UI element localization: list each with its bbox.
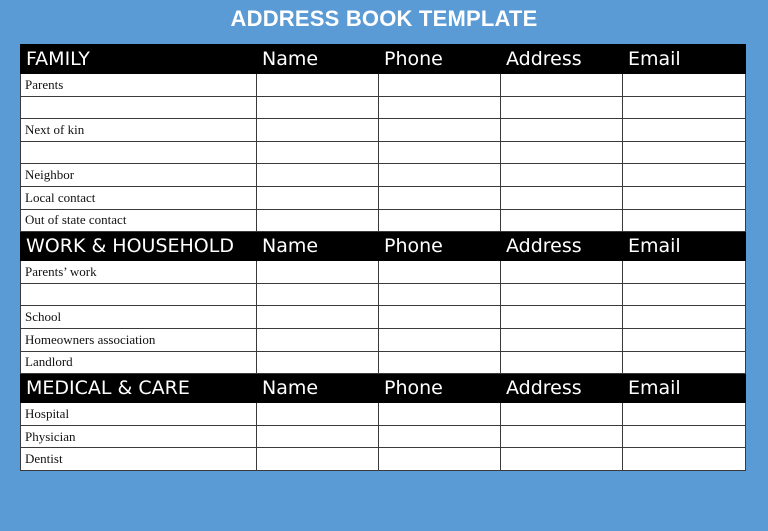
table-row — [21, 186, 746, 209]
section-header-row — [21, 232, 746, 261]
name-cell[interactable] — [257, 186, 379, 209]
row-label: School — [21, 306, 257, 329]
email-cell[interactable] — [623, 283, 746, 306]
email-cell[interactable] — [623, 425, 746, 448]
row-label — [21, 283, 257, 306]
name-cell[interactable] — [257, 448, 379, 471]
name-cell[interactable] — [257, 306, 379, 329]
row-label: Local contact — [21, 186, 257, 209]
address-cell[interactable] — [501, 261, 623, 284]
section-heading: MEDICAL & CARE — [21, 374, 257, 403]
name-cell[interactable] — [257, 209, 379, 232]
address-cell[interactable] — [501, 119, 623, 142]
email-cell[interactable] — [623, 351, 746, 374]
column-header-phone: Phone — [379, 374, 501, 403]
email-cell[interactable] — [623, 261, 746, 284]
column-header-name: Name — [257, 45, 379, 74]
address-cell[interactable] — [501, 351, 623, 374]
name-cell[interactable] — [257, 425, 379, 448]
address-cell[interactable] — [501, 74, 623, 97]
column-header-email: Email — [623, 232, 746, 261]
email-cell[interactable] — [623, 328, 746, 351]
email-cell[interactable] — [623, 448, 746, 471]
address-cell[interactable] — [501, 448, 623, 471]
column-header-address: Address — [501, 232, 623, 261]
row-label: Neighbor — [21, 164, 257, 187]
phone-cell[interactable] — [379, 283, 501, 306]
email-cell[interactable] — [623, 186, 746, 209]
address-cell[interactable] — [501, 209, 623, 232]
phone-cell[interactable] — [379, 306, 501, 329]
column-header-phone: Phone — [379, 232, 501, 261]
section-heading: WORK & HOUSEHOLD — [21, 232, 257, 261]
table-row — [21, 164, 746, 187]
address-cell[interactable] — [501, 164, 623, 187]
row-label: Next of kin — [21, 119, 257, 142]
phone-cell[interactable] — [379, 261, 501, 284]
table-row — [21, 306, 746, 329]
name-cell[interactable] — [257, 96, 379, 119]
row-label: Dentist — [21, 448, 257, 471]
phone-cell[interactable] — [379, 425, 501, 448]
name-cell[interactable] — [257, 119, 379, 142]
table-row — [21, 74, 746, 97]
address-book-table — [20, 44, 746, 471]
row-label: Physician — [21, 425, 257, 448]
name-cell[interactable] — [257, 164, 379, 187]
table-row — [21, 141, 746, 164]
table-row — [21, 209, 746, 232]
phone-cell[interactable] — [379, 74, 501, 97]
page-title: ADDRESS BOOK TEMPLATE — [230, 6, 538, 31]
row-label: Parents — [21, 74, 257, 97]
email-cell[interactable] — [623, 164, 746, 187]
table-row — [21, 351, 746, 374]
name-cell[interactable] — [257, 403, 379, 426]
table-row — [21, 425, 746, 448]
row-label: Homeowners association — [21, 328, 257, 351]
row-label: Parents’ work — [21, 261, 257, 284]
address-cell[interactable] — [501, 96, 623, 119]
phone-cell[interactable] — [379, 96, 501, 119]
address-cell[interactable] — [501, 283, 623, 306]
email-cell[interactable] — [623, 74, 746, 97]
email-cell[interactable] — [623, 403, 746, 426]
row-label: Hospital — [21, 403, 257, 426]
table-row — [21, 283, 746, 306]
phone-cell[interactable] — [379, 186, 501, 209]
row-label: Out of state contact — [21, 209, 257, 232]
email-cell[interactable] — [623, 306, 746, 329]
table-row — [21, 448, 746, 471]
name-cell[interactable] — [257, 261, 379, 284]
table-row — [21, 119, 746, 142]
column-header-address: Address — [501, 374, 623, 403]
address-cell[interactable] — [501, 425, 623, 448]
column-header-email: Email — [623, 374, 746, 403]
phone-cell[interactable] — [379, 141, 501, 164]
email-cell[interactable] — [623, 119, 746, 142]
name-cell[interactable] — [257, 283, 379, 306]
row-label: Landlord — [21, 351, 257, 374]
phone-cell[interactable] — [379, 448, 501, 471]
phone-cell[interactable] — [379, 119, 501, 142]
phone-cell[interactable] — [379, 351, 501, 374]
address-cell[interactable] — [501, 306, 623, 329]
phone-cell[interactable] — [379, 403, 501, 426]
table-row — [21, 403, 746, 426]
row-label — [21, 141, 257, 164]
email-cell[interactable] — [623, 141, 746, 164]
column-header-name: Name — [257, 232, 379, 261]
phone-cell[interactable] — [379, 209, 501, 232]
name-cell[interactable] — [257, 141, 379, 164]
email-cell[interactable] — [623, 96, 746, 119]
address-cell[interactable] — [501, 328, 623, 351]
name-cell[interactable] — [257, 74, 379, 97]
name-cell[interactable] — [257, 328, 379, 351]
phone-cell[interactable] — [379, 164, 501, 187]
address-cell[interactable] — [501, 186, 623, 209]
table-row — [21, 96, 746, 119]
table-row — [21, 261, 746, 284]
section-header-row — [21, 45, 746, 74]
email-cell[interactable] — [623, 209, 746, 232]
column-header-address: Address — [501, 45, 623, 74]
row-label — [21, 96, 257, 119]
section-heading: FAMILY — [21, 45, 257, 74]
section-header-row — [21, 374, 746, 403]
name-cell[interactable] — [257, 351, 379, 374]
phone-cell[interactable] — [379, 328, 501, 351]
column-header-name: Name — [257, 374, 379, 403]
address-cell[interactable] — [501, 141, 623, 164]
column-header-email: Email — [623, 45, 746, 74]
table-row — [21, 328, 746, 351]
column-header-phone: Phone — [379, 45, 501, 74]
address-cell[interactable] — [501, 403, 623, 426]
